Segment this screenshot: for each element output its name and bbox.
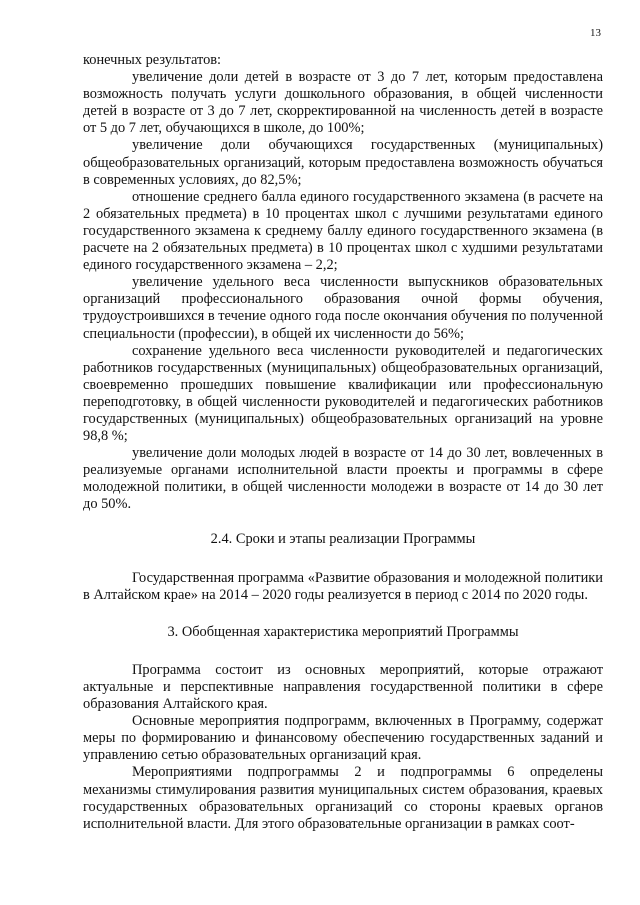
paragraph-intro: конечных результатов: (83, 52, 222, 68)
page-number: 13 (590, 27, 601, 39)
document-body (83, 52, 603, 833)
paragraph-teacher-training: сохранение удельного веса численности руководителей и педагогических работников государственных (муниципальных) общеобразовательных организаций, своевременно прошедших повышение квалификации или профессиональную переподготовку, в общей численности руководителей и педагогических работников государственных (муниципальных) общеобразовательных организаций на уровне 98,8 %; (83, 342, 603, 445)
paragraph-preschool-share: увеличение доли детей в возрасте от 3 до 7 лет, которым предоставлена возможность получать услуги дошкольного образования, в общей численности детей в возрасте от 3 до 7 лет, скорректированной на численность детей в возрасте от 5 до 7 лет, обучающихся в школе, до 100%; (83, 69, 603, 137)
paragraph-youth-policy: увеличение доли молодых людей в возрасте от 14 до 30 лет, вовлеченных в реализуемые органами исполнительной власти проекты и программы в сфере молодежной политики, в общей численности молодежи в возрасте от 14 до 30 лет до 50%. (83, 445, 603, 513)
paragraph-subprogram-measures: Основные мероприятия подпрограмм, включенных в Программу, содержат меры по формированию и финансовому обеспечению государственных заданий и управлению сетью образовательных организаций края. (83, 713, 603, 764)
paragraph-incentive-mechanisms: Мероприятиями подпрограммы 2 и подпрограммы 6 определены механизмы стимулирования развития муниципальных систем образования, краевых государственных образовательных организаций со стороны краевых органов исполнительной власти. Для этого образовательные организации в рамках соот- (83, 764, 603, 832)
paragraph-modern-conditions: увеличение доли обучающихся государственных (муниципальных) общеобразовательных организаций, которым предоставлена возможность обучаться в современных условиях, до 82,5%; (83, 137, 603, 188)
paragraph-program-structure: Программа состоит из основных мероприятий, которые отражают актуальные и перспективные направления государственной политики в сфере образования Алтайского края. (83, 661, 603, 713)
paragraph-ege-ratio: отношение среднего балла единого государственного экзамена (в расчете на 2 обязательных предмета) в 10 процентах школ с лучшими результатами единого государственного экзамена к среднему баллу единого государственного экзамена (в расчете на 2 обязательных предмета) в 10 процентах школ с худшими результатами единого государственного экзамена – 2,2; (83, 188, 603, 274)
section-heading-3: 3. Обобщенная характеристика мероприятий Программы (167, 623, 519, 640)
paragraph-program-period: Государственная программа «Развитие образования и молодежной политики в Алтайском крае» на 2014 – 2020 годы реализуется в период с 2014 по 2020 годы. (83, 569, 603, 603)
paragraph-graduates-employment: увеличение удельного веса численности выпускников образовательных организаций профессионального образования очной формы обучения, трудоустроившихся в течение одного года после окончания обучения по полученной специальности (профессии), в общей их численности до 56%; (83, 274, 603, 342)
section-heading-2-4: 2.4. Сроки и этапы реализации Программы (210, 530, 476, 547)
